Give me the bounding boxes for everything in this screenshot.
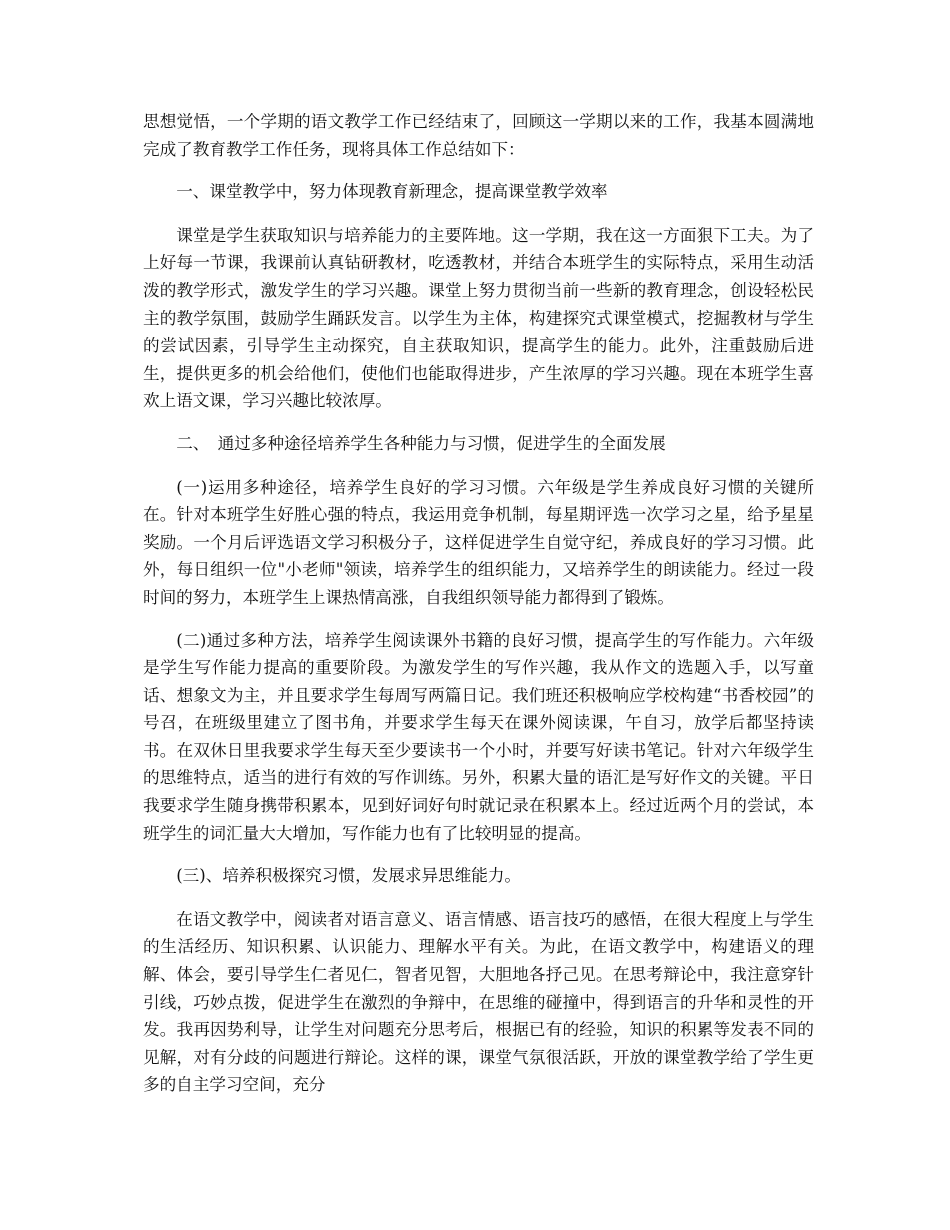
body-paragraph-habits: (一)运用多种途径，培养学生良好的学习习惯。六年级是学生养成良好习惯的关键所在。针对本班学生好胜心强的特点，我运用竞争机制，每星期评选一次学习之星，给予星星奖励。一个月后评选语文学习积极分子，这样促进学生自觉守纪，养成良好的学习习惯。此外，每日组织一位"小老师"领读，培养学生的组织能力，又培养学生的朗读能力。经过一段时间的努力，本班学生上课热情高涨，自我组织领导能力都得到了锻炼。: [143, 477, 814, 607]
section-heading-2: 二、 通过多种途径培养学生各种能力与习惯，促进学生的全面发展: [176, 433, 666, 453]
body-paragraph-inquiry: 在语文教学中，阅读者对语言意义、语言情感、语言技巧的感悟，在很大程度上与学生的生活经历、知识积累、认识能力、理解水平有关。为此，在语文教学中，构建语义的理解、体会，要引导学生仁者见仁，智者见智，大胆地各抒己见。在思考辩论中，我注意穿针引线，巧妙点拨，促进学生在激烈的争辩中，在思维的碰撞中，得到语言的升华和灵性的开发。我再因势利导，让学生对问题充分思考后，根据已有的经验，知识的积累等发表不同的见解，对有分歧的问题进行辩论。这样的课，课堂气氛很活跃，开放的课堂教学给了学生更多的自主学习空间，充分: [143, 909, 814, 1095]
body-paragraph-classroom: 课堂是学生获取知识与培养能力的主要阵地。这一学期，我在这一方面狠下工夫。为了上好每一节课，我课前认真钻研教材，吃透教材，并结合本班学生的实际特点，采用生动活泼的教学形式，激发学生的学习兴趣。课堂上努力贯彻当前一些新的教育理念，创设轻松民主的教学氛围，鼓励学生踊跃发言。以学生为主体，构建探究式课堂模式，挖掘教材与学生的尝试因素，引导学生主动探究，自主获取知识，提高学生的能力。此外，注重鼓励后进生，提供更多的机会给他们，使他们也能取得进步，产生浓厚的学习兴趣。现在本班学生喜欢上语文课，学习兴趣比较浓厚。: [143, 225, 814, 411]
section-heading-1: 一、课堂教学中，努力体现教育新理念，提高课堂教学效率: [176, 182, 608, 202]
subsection-heading-3: (三)、培养积极探究习惯，发展求异思维能力。: [176, 866, 522, 886]
intro-paragraph: 思想觉悟，一个学期的语文教学工作已经结束了，回顾这一学期以来的工作，我基本圆满地完成了教育教学工作任务，现将具体工作总结如下：: [143, 112, 814, 159]
document-page: [143, 108, 814, 1114]
body-paragraph-reading: (二)通过多种方法，培养学生阅读课外书籍的良好习惯，提高学生的写作能力。六年级是学生写作能力提高的重要阶段。为激发学生的写作兴趣，我从作文的选题入手，以写童话、想象文为主，并且要求学生每周写两篇日记。我们班还积极响应学校构建“书香校园”的号召，在班级里建立了图书角，并要求学生每天在课外阅读课，午自习，放学后都坚持读书。在双休日里我要求学生每天至少要读书一个小时，并要写好读书笔记。针对六年级学生的思维特点，适当的进行有效的写作训练。另外，积累大量的语汇是写好作文的关键。平日我要求学生随身携带积累本，见到好词好句时就记录在积累本上。经过近两个月的尝试，本班学生的词汇量大大增加，写作能力也有了比较明显的提高。: [143, 630, 814, 843]
